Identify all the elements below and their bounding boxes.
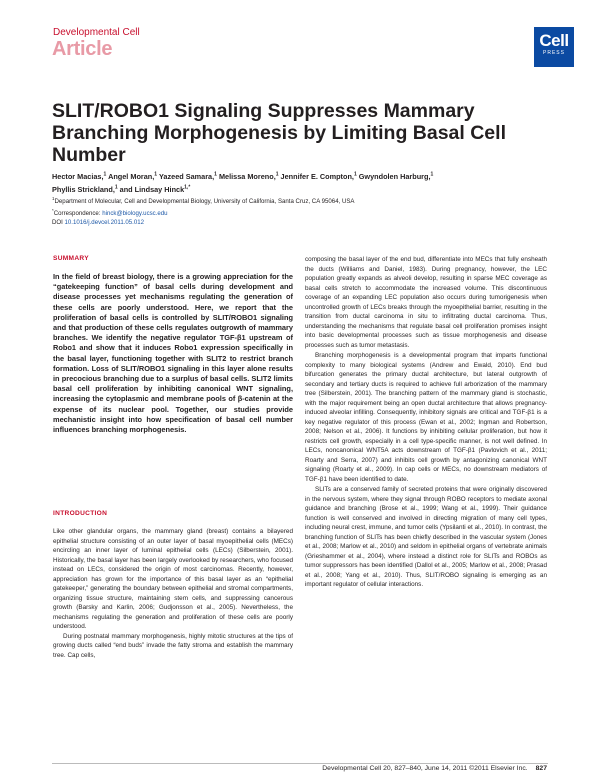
introduction-heading: INTRODUCTION: [53, 510, 108, 517]
doi-line: DOI 10.1016/j.devcel.2011.05.012: [52, 219, 145, 227]
author[interactable]: Gwyndolen Harburg,$^1$: [358, 172, 434, 182]
doi-link[interactable]: 10.1016/j.devcel.2011.05.012: [64, 219, 145, 227]
summary-heading: SUMMARY: [53, 255, 89, 262]
author[interactable]: Melissa Moreno,$^1$: [218, 172, 279, 182]
footer-divider: [52, 763, 548, 764]
page-footer: [0, 765, 547, 772]
author-list: [52, 170, 552, 195]
author[interactable]: Angel Moran,$^1$: [108, 172, 158, 182]
body-paragraph: Branching morphogenesis is a developmental program that imparts functional complexity to many biological systems (Andrew and Ewald, 2010). End bud bifurcation generates the primary ductal architecture, but lateral outgrowth of secondary and tertiary ducts is required to achieve full arborization of the mammary tree (Silberstein, 2001). The branching pattern of the mammary gland is stochastic, with the major requirement being an open ductal architecture that allows pregnancy-induced alveolar infilling. Consequently, inhibitory signals are critical and TGF-β1 is a key negative regulator of this process (Ewan et al., 2002; Ingman and Robertson, 2008; Nelson et al., 2006). It functions by inhibiting cellular proliferation, but how it restricts cell growth, especially in a cell type-specific manner, is not well defined. In LECs, noncanonical WNT5A acts downstream of TGF-β1 (Pavlovich et al., 2011; Roarty and Serra, 2007) and inhibits cell growth by antagonizing canonical WNT signaling (Roarty et al., 2009). In cap cells or MECs, no downstream mediators of TGF-β1 have been identified to date.: [305, 352, 547, 483]
cell-press-logo: [534, 27, 574, 67]
author[interactable]: and Lindsay Hinck$^{1,*}$: [119, 184, 191, 194]
affiliation-line: $^1$Department of Molecular, Cell and Developmental Biology, University of California, Santa Cruz, CA 95064, USA: [52, 196, 355, 206]
summary-text: In the field of breast biology, there is a growing appreciation for the “gatekeeping function” of basal cells during development and disease processes yet mechanisms regulating the generation of these cells are poorly understood. Here, we report that the proliferation of basal cells is controlled by SLIT/ROBO1 signaling and that production of these cells regulates outgrowth of mammary branches. We identify the negative regulator TGF-β1 upstream of Robo1 and show that it induces Robo1 expression specifically in the basal layer, functioning together with SLIT2 to restrict branch formation. Loss of SLIT/ROBO1 signaling in this layer alone results in precocious branching due to a surplus of basal cells. SLIT2 limits basal cell proliferation by inhibiting canonical WNT signaling, increasing the cytoplasmic and membrane pools of β-catenin at the expense of its nuclear pool. Together, our studies provide mechanistic insight into how specification of basal cell number influences branching morphogenesis.: [53, 272, 293, 435]
page-number: 827: [535, 765, 547, 772]
journal-name: Developmental Cell: [53, 27, 140, 38]
introduction-section: [53, 510, 293, 660]
summary-section: [53, 255, 293, 435]
intro-paragraph: Like other glandular organs, the mammary gland (breast) contains a bilayered epithelial structure consisting of an outer layer of basal myoepithelial cells (MECs) encircling an inner layer of luminal epithelial cells (LECs) (Silberstein, 2001). Historically, the basal layer has been largely overlooked by researchers, who focused instead on LECs, considered the origin of most carcinomas. Recently, however, appreciation has grown for the importance of this basal layer as an “epithelial gatekeeper,” generating the boundary between epithelial and stromal compartments, organizing tissue structure, maintaining stem cells, and suppressing cancerous growth (Barsky and Karlin, 2006; Gudjonsson et al., 2005). Nevertheless, the mechanisms regulating the generation and proliferation of these cells are poorly understood.: [53, 528, 293, 630]
logo-sub-text: PRESS: [543, 50, 565, 56]
body-paragraph: composing the basal layer of the end bud, differentiate into MECs that fully ensheath the ducts (Williams and Daniel, 1983). During pregnancy, however, the LEC population greatly expands as alveoli develop, resulting in sparse MEC coverage as basal cells stretch to accommodate the increased volume. This discontinuous coverage of an expanding LEC population also occurs during tumorigenesis when uncontrolled growth of LECs breaks through the myoepithelial barrier, resulting in the transition from ductal carcinoma in situ to infiltrating ductal carcinoma. Thus, understanding the mechanisms that regulate basal cell proliferation promises insight into basic developmental processes such as tissue morphogenesis and disease processes such as tumor metastasis.: [305, 256, 547, 349]
correspondence-line: *Correspondence: hinck@biology.ucsc.edu: [52, 208, 168, 218]
author[interactable]: Hector Macias,$^1$: [52, 172, 107, 182]
footer-citation: Developmental Cell 20, 827–840, June 14, 2011 ©2011 Elsevier Inc.: [322, 765, 528, 772]
article-title: SLIT/ROBO1 Signaling Suppresses Mammary Branching Morphogenesis by Limiting Basal Cell Number: [52, 100, 506, 166]
article-type: Article: [52, 38, 113, 60]
author[interactable]: Yazeed Samara,$^1$: [158, 172, 217, 182]
affiliation-block: [52, 194, 552, 227]
logo-main-text: Cell: [539, 31, 569, 50]
body-paragraph: SLITs are a conserved family of secreted proteins that were originally discovered in the nervous system, where they signal through ROBO receptors to mediate axonal guidance and branching (Brose et al., 1999; Wang et al., 1999). Their guidance function is well conserved and involved in directing migration of many cell types, including neural crest, immune, and tumor cells (Ypsilanti et al., 2010). In contrast, the branching function of SLITs has been chiefly described in the vascular system (Jones et al., 2008; Marlow et al., 2010) and seldom in epithelial organs of vertebrate animals (Grieshammer et al., 2004), where instead a distinct role for SLITs and ROBOs as tumor suppressors has been identified (Dallol et al., 2005; Marlow et al., 2008; Prasad et al., 2008; Yang et al., 2010). Thus, SLIT/ROBO signaling is emerging as an important regulator of cellular interactions.: [305, 486, 547, 588]
correspondence-email-link[interactable]: hinck@biology.ucsc.edu: [102, 210, 168, 218]
author[interactable]: Phyllis Strickland,$^1$: [52, 184, 118, 194]
author[interactable]: Jennifer E. Compton,$^1$: [280, 172, 357, 182]
right-column: [305, 255, 547, 591]
intro-paragraph: During postnatal mammary morphogenesis, highly mitotic structures at the tips of growing ducts called “end buds” invade the fatty stroma and establish the mammary tree. Cap cells,: [53, 632, 293, 659]
